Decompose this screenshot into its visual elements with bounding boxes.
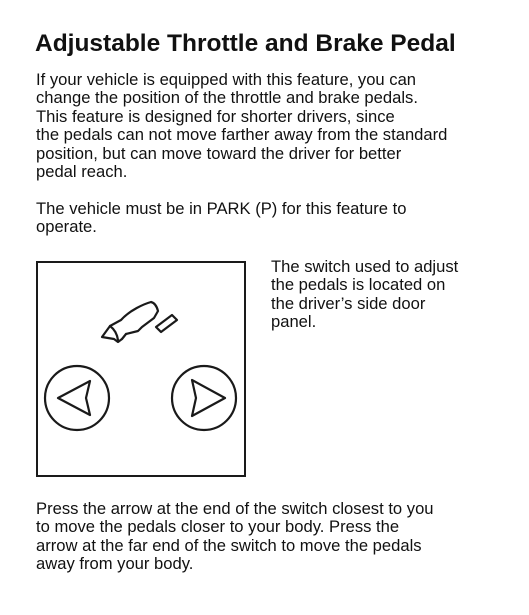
switch-location-caption [271, 258, 458, 332]
intro-line: If your vehicle is equipped with this feature, you can [36, 70, 417, 89]
park-line: The vehicle must be in PARK (P) for this feature to [36, 199, 407, 218]
intro-paragraph [36, 71, 506, 181]
caption-line: The switch used to adjust [271, 257, 459, 276]
right-arrow-icon [172, 366, 236, 430]
caption-line: panel. [271, 312, 317, 332]
intro-line: the pedals can not move farther away from the standard [36, 125, 448, 145]
pedal-switch-figure [36, 261, 246, 477]
page-title: Adjustable Throttle and Brake Pedal [35, 30, 456, 57]
pedal-icon [102, 302, 177, 342]
intro-line: change the position of the throttle and brake pedals. [36, 88, 418, 108]
intro-line: position, but can move toward the driver for better [36, 143, 402, 163]
left-arrow-icon [45, 366, 109, 430]
instructions-line: away from your body. [36, 554, 194, 574]
intro-line: pedal reach. [36, 162, 128, 182]
pedal-switch-illustration [38, 263, 244, 475]
instructions-paragraph [36, 500, 506, 574]
instructions-line: Press the arrow at the end of the switch closest to you [36, 499, 434, 518]
caption-line: the driver’s side door [271, 293, 426, 313]
park-line: operate. [36, 217, 97, 237]
caption-line: the pedals is located on [271, 275, 446, 295]
intro-line: This feature is designed for shorter drivers, since [36, 106, 395, 126]
park-requirement-paragraph [36, 200, 506, 237]
instructions-line: to move the pedals closer to your body. Press the [36, 517, 400, 537]
instructions-line: arrow at the far end of the switch to move the pedals [36, 535, 422, 555]
